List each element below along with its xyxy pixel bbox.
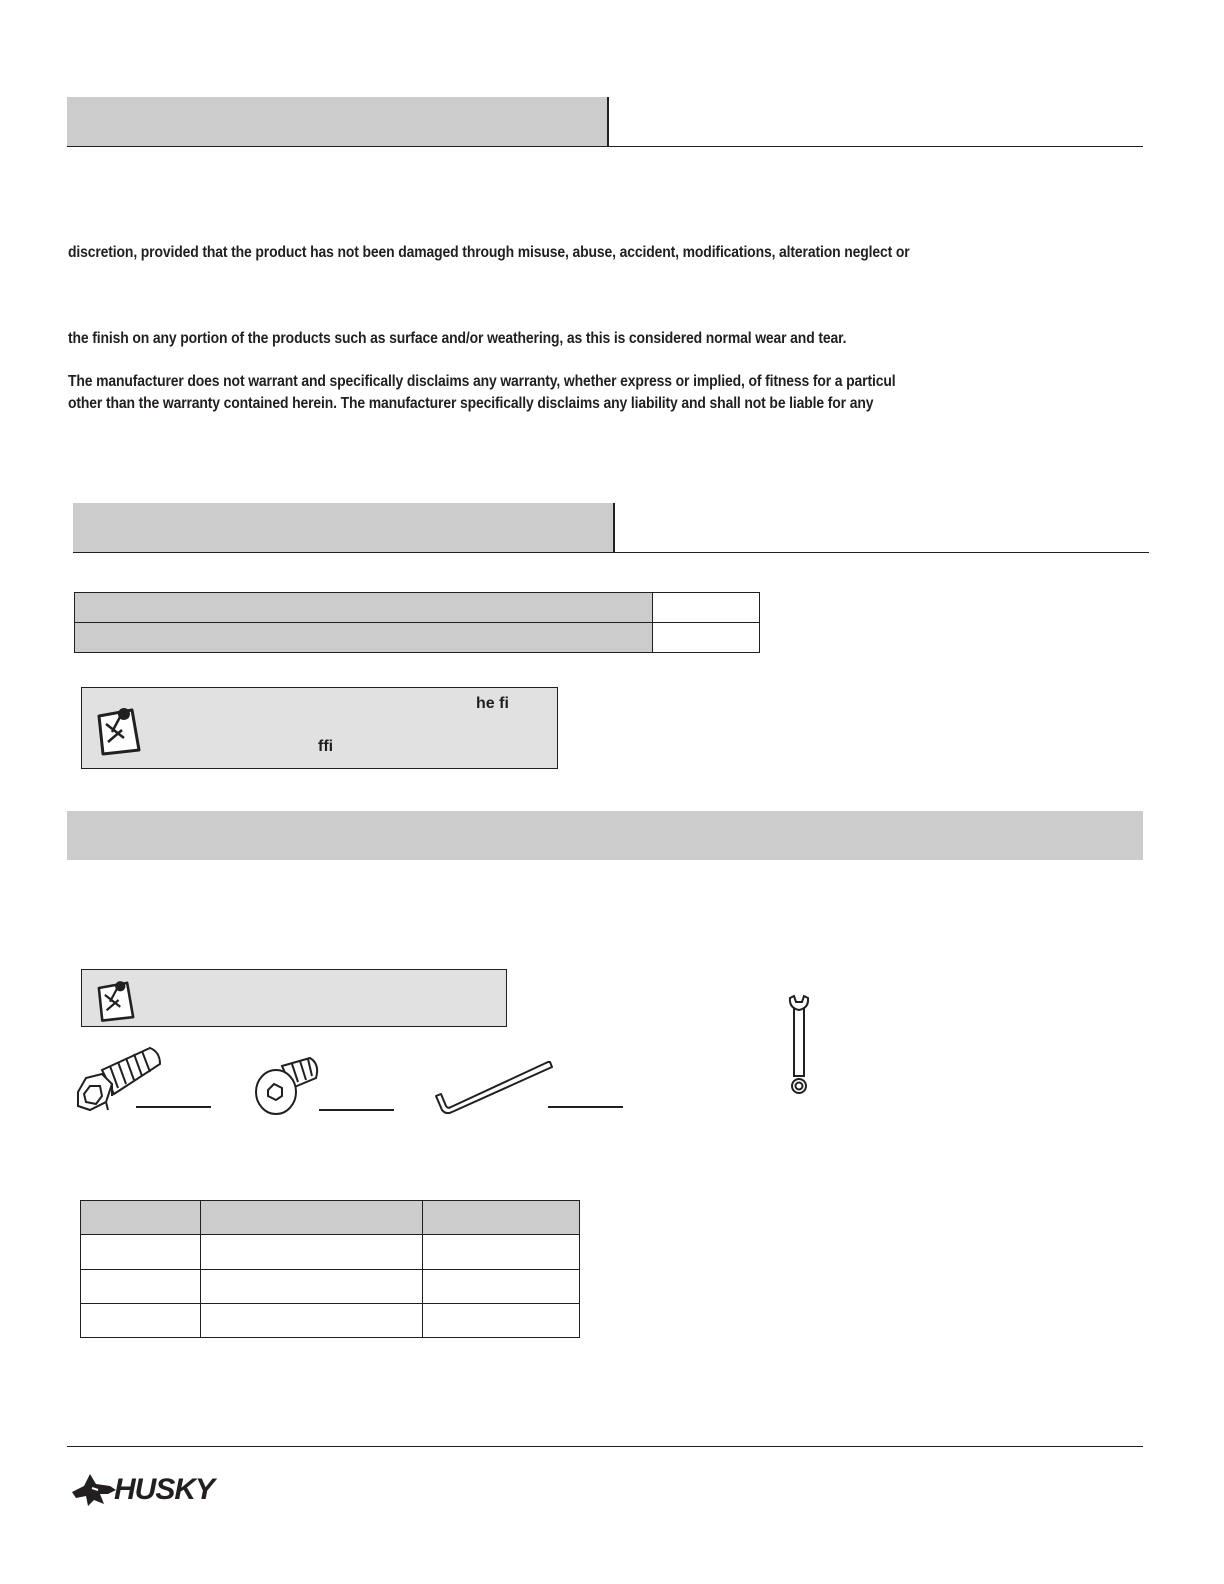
button-head-screw-icon: [252, 1052, 326, 1124]
note-pin-icon: [94, 702, 144, 758]
warranty-line-3: The manufacturer does not warrant and specifically disclaims any warranty, whether express or implied, of fitness for a particul: [68, 373, 896, 390]
spec-table: [74, 592, 760, 653]
table-row: [75, 593, 760, 623]
table-cell: [423, 1269, 580, 1303]
table-row: [81, 1303, 580, 1337]
table-cell: [201, 1235, 423, 1269]
table-cell: [201, 1269, 423, 1303]
section-header-rule-2: [73, 552, 1149, 553]
table-row: [81, 1235, 580, 1269]
table-cell: [81, 1235, 201, 1269]
table-header-cell: [423, 1201, 580, 1235]
note-box-2: [81, 969, 507, 1027]
hardware-count-line: [319, 1109, 394, 1111]
spec-value-cell: [653, 593, 760, 623]
table-header-row: [81, 1201, 580, 1235]
warranty-line-4: other than the warranty contained herein. The manufacturer specifically disclaims any liability and shall not be liable for any: [68, 395, 874, 412]
brand-logo: [70, 1470, 214, 1510]
table-header-cell: [81, 1201, 201, 1235]
section-header-divider-2: [613, 503, 615, 553]
hex-key-icon: [432, 1058, 554, 1118]
husky-dog-icon: [70, 1472, 116, 1508]
table-cell: [201, 1303, 423, 1337]
note-box-1-text-fragment-2: ffi: [318, 738, 334, 755]
section-header-bar-3: [67, 811, 1143, 860]
hardware-table: [80, 1200, 580, 1338]
wrench-icon: [786, 992, 812, 1100]
section-header-tab-2: [73, 503, 614, 552]
warranty-line-1: discretion, provided that the product has not been damaged through misuse, abuse, accident, modifications, alteration neglect or: [68, 244, 910, 261]
brand-name: HUSKY: [114, 1473, 215, 1506]
hardware-count-line: [136, 1106, 211, 1108]
table-cell: [423, 1235, 580, 1269]
spec-label-cell: [75, 593, 653, 623]
spec-label-cell: [75, 623, 653, 653]
table-row: [81, 1269, 580, 1303]
section-header-rule-1: [67, 146, 1143, 147]
hardware-count-line: [548, 1106, 623, 1108]
note-pin-icon: [93, 976, 139, 1024]
hex-bolt-icon: [72, 1040, 167, 1120]
table-row: [75, 623, 760, 653]
section-header-divider-1: [607, 97, 609, 147]
table-cell: [81, 1303, 201, 1337]
section-header-tab-1: [67, 97, 608, 146]
table-header-cell: [201, 1201, 423, 1235]
table-cell: [81, 1269, 201, 1303]
spec-value-cell: [653, 623, 760, 653]
note-box-1-text-fragment-1: he fi: [476, 695, 509, 712]
warranty-line-2: the finish on any portion of the products such as surface and/or weathering, as this is considered normal wear and tear.: [68, 330, 847, 347]
table-cell: [423, 1303, 580, 1337]
footer-rule: [67, 1446, 1143, 1447]
